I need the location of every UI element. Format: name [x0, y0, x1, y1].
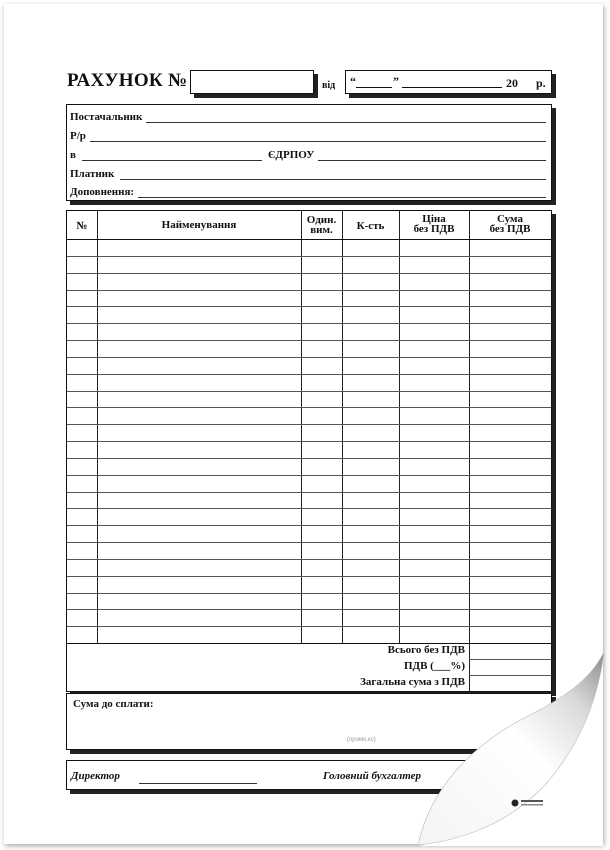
year-prefix: 20	[506, 76, 518, 90]
sum-to-pay-label: Сума до сплати:	[73, 698, 154, 710]
total-no-vat-label: Всього без ПДВ	[387, 644, 465, 656]
account-label: Р/р	[70, 130, 86, 142]
accountant-label: Головний бухгалтер	[323, 770, 422, 782]
col-header-number: №	[76, 220, 88, 232]
quote-open: “	[350, 74, 356, 88]
vat-label: ПДВ (___%)	[403, 660, 465, 672]
payer-label: Платник	[70, 168, 115, 180]
col-header-price: Ціна без ПДВ	[413, 213, 455, 235]
date-from-label: від	[322, 80, 336, 91]
year-suffix: р.	[536, 76, 546, 90]
col-header-quantity: К-сть	[356, 220, 385, 232]
quote-close: ”	[393, 74, 399, 88]
total-with-vat-label: Загальна сума з ПДВ	[360, 676, 465, 688]
bank-label: в	[70, 149, 76, 161]
invoice-title: РАХУНОК №	[67, 70, 188, 91]
publisher-logo-icon	[512, 800, 519, 807]
edrpou-label: ЄДРПОУ	[267, 149, 315, 161]
supplier-label: Постачальник	[70, 111, 143, 123]
col-header-sum: Сума без ПДВ	[489, 213, 531, 235]
director-label: Директор	[71, 770, 120, 782]
additions-label: Доповнення:	[70, 186, 135, 198]
promo-mark: (промо.кс)	[347, 737, 376, 743]
col-header-unit: Один. вим.	[306, 214, 337, 236]
col-header-name: Найменування	[161, 219, 237, 231]
